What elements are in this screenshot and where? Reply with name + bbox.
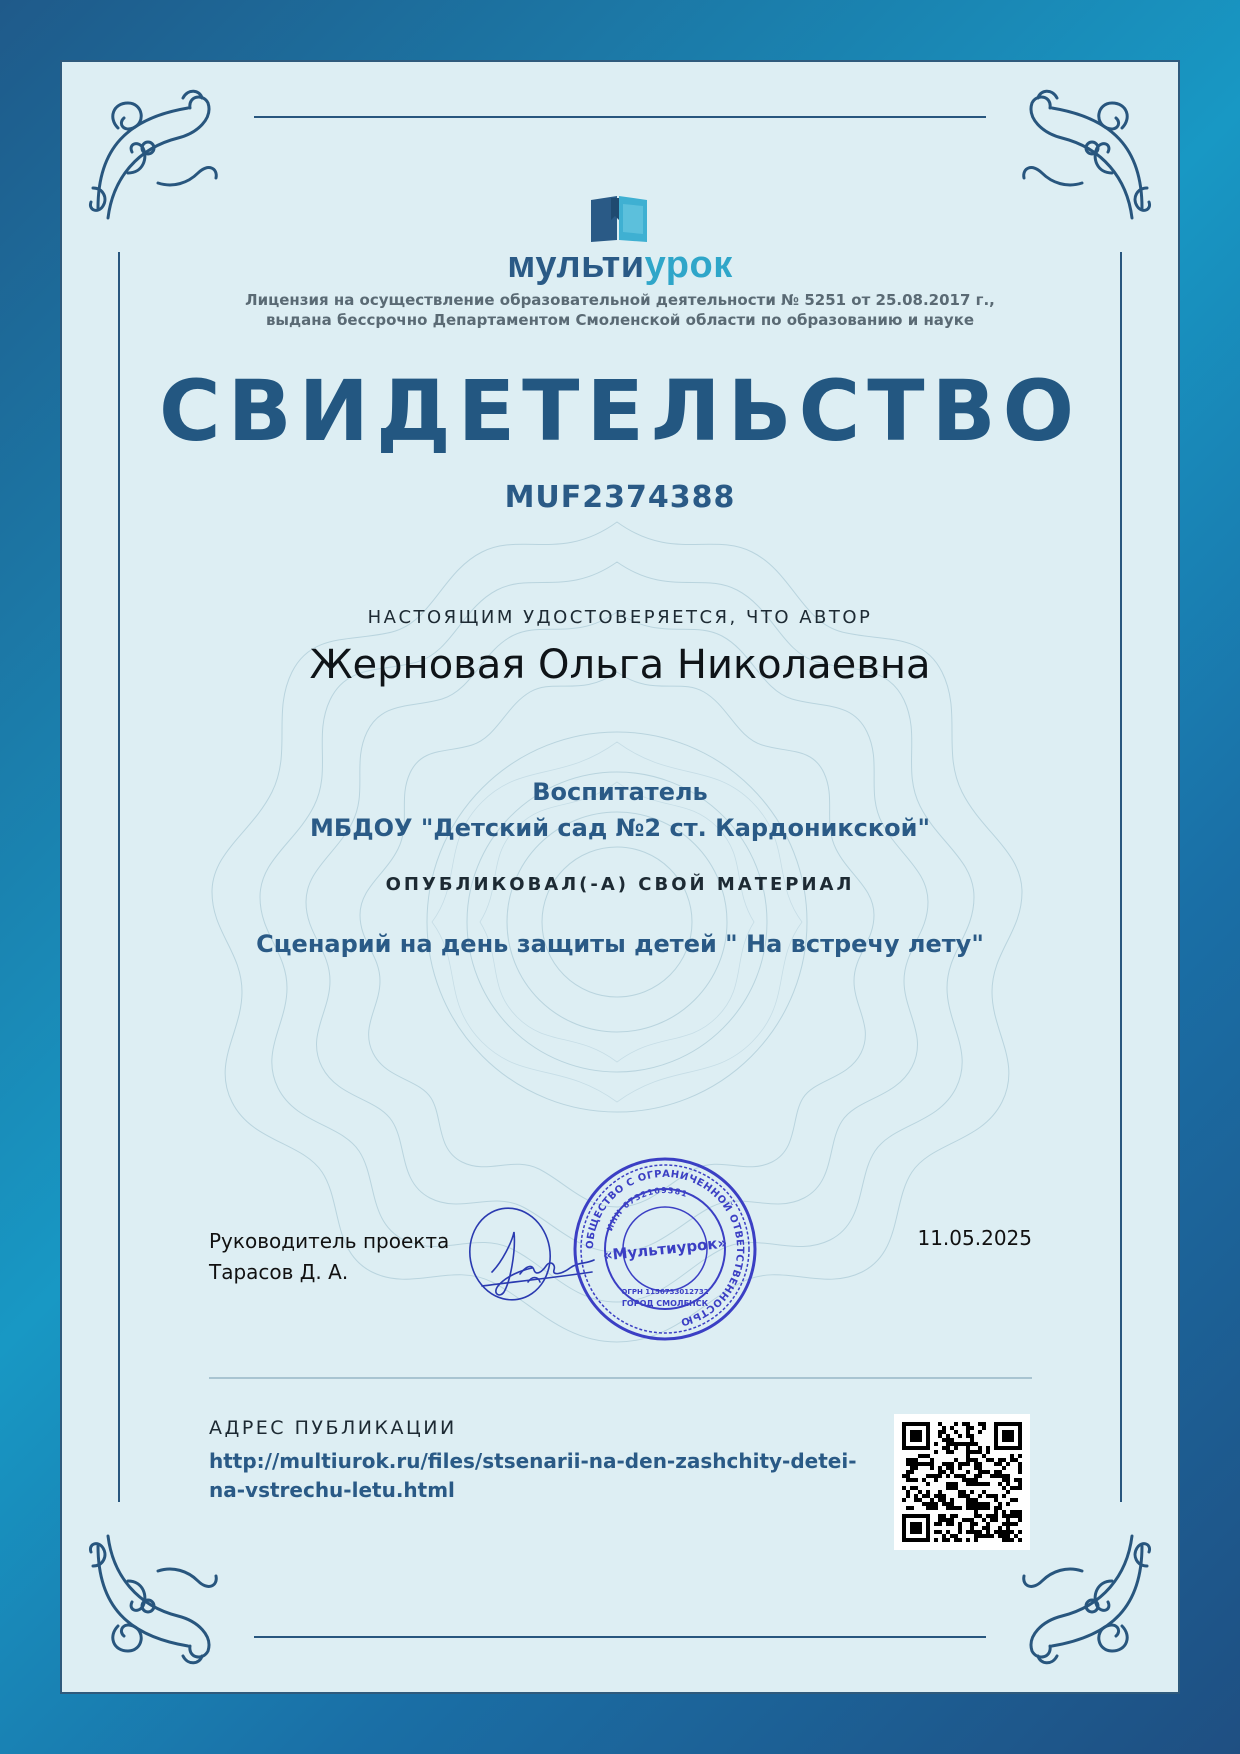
qr-code-image[interactable]: [894, 1414, 1030, 1550]
top-border-line: [254, 116, 986, 118]
corner-ornament-icon: [1012, 88, 1152, 228]
certificate-title: СВИДЕТЕЛЬСТВО: [158, 362, 1082, 460]
seal-city-text: ГОРОД СМОЛЕНСК: [621, 1299, 709, 1308]
certificate-code: MUF2374388: [504, 480, 736, 515]
material-title: Сценарий на день защиты детей " На встречу лету": [256, 930, 984, 958]
seal-inn-text: ИНН 6732109381: [605, 1185, 690, 1233]
book-logo-icon: [589, 194, 651, 244]
author-name: Жерновая Ольга Николаевна: [309, 642, 931, 688]
published-text: ОПУБЛИКОВАЛ(-А) СВОЙ МАТЕРИАЛ: [385, 874, 855, 895]
certify-text: НАСТОЯЩИМ УДОСТОВЕРЯЕТСЯ, ЧТО АВТОР: [367, 607, 873, 628]
author-organization: МБДОУ "Детский сад №2 ст. Кардоникской": [310, 814, 930, 842]
license-text: [62, 290, 1178, 330]
project-director: [209, 1226, 449, 1288]
seal-ogrn-text: ОГРН 1156733012732: [621, 1288, 709, 1296]
brand-wordmark: [62, 244, 1178, 287]
corner-ornament-icon: [88, 1526, 228, 1666]
publication-url-link[interactable]: http://multiurok.ru/files/stsenarii-na-den-zashchity-detei-na-vstrechu-letu.html: [209, 1449, 857, 1502]
author-position: Воспитатель: [532, 778, 708, 806]
director-role: Руководитель проекта: [209, 1229, 450, 1253]
seal-outer-text: ОБЩЕСТВО С ОГРАНИЧЕННОЙ ОТВЕТСТВЕННОСТЬЮ: [584, 1168, 746, 1328]
company-seal-image: [570, 1154, 760, 1344]
brand-part-1: мульти: [507, 244, 645, 286]
seal-center-text: «Мультиурок»: [602, 1233, 728, 1265]
brand-part-2: урок: [644, 244, 733, 286]
corner-ornament-icon: [88, 88, 228, 228]
address-label: АДРЕС ПУБЛИКАЦИИ: [209, 1417, 457, 1439]
license-line-1: Лицензия на осуществление образовательной деятельности № 5251 от 25.08.2017 г.,: [245, 291, 995, 309]
corner-ornament-icon: [1012, 1526, 1152, 1666]
author-position-block: [62, 774, 1178, 846]
issue-date: 11.05.2025: [917, 1226, 1032, 1250]
bottom-border-line: [254, 1636, 986, 1638]
director-name: Тарасов Д. А.: [209, 1260, 349, 1284]
license-line-2: выдана бессрочно Департаментом Смоленской области по образованию и науке: [265, 311, 975, 329]
certificate-sheet: [62, 62, 1178, 1692]
footer-divider: [209, 1377, 1032, 1379]
